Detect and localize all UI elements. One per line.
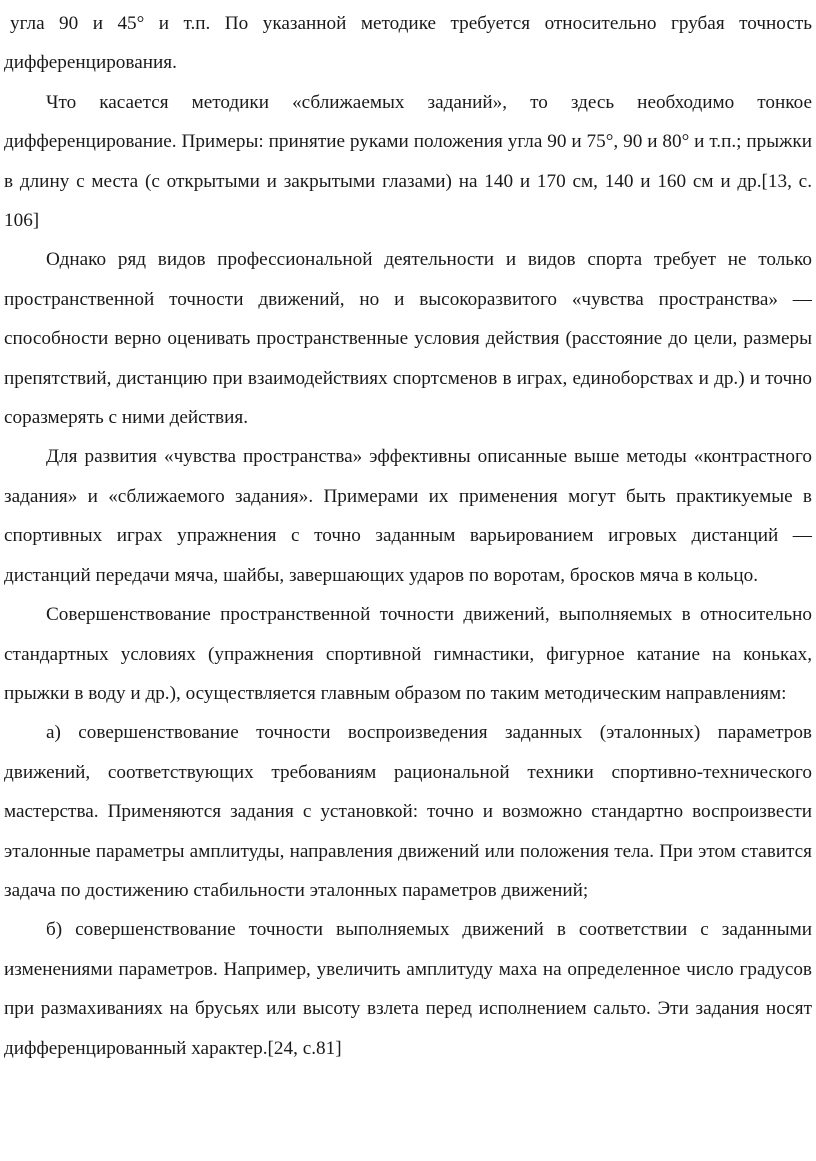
paragraph-development-methods: Для развития «чувства пространства» эффективны описанные выше методы «контрастного задания» и «сближаемого задания». Примерами их применения могут быть практикуемые в спортивных играх упражнения с точно заданным варьированием игровых дистанций — дистанций передачи мяча, шайбы, завершающих ударов по воротам, бросков мяча в кольцо. (4, 446, 812, 586)
paragraph-converging-tasks: Что касается методики «сближаемых заданий», то здесь необходимо тонкое дифференцирование. Примеры: принятие руками положения угла 90 и 75°, 90 и 80° и т.п.; прыжки в длину с места (с открытыми и закрытыми глазами) на 140 и 170 см, 140 и 160 см и др.[13, с. 106] (4, 91, 812, 232)
paragraph-sense-of-space: Однако ряд видов профессиональной деятельности и видов спорта требует не только пространственной точности движений, но и высокоразвитого «чувства пространства» — способности верно оценивать пространственные условия действия (расстояние до цели, размеры препятствий, дистанцию при взаимодействиях спортсменов в играх, единоборствах и др.) и точно соразмерять с ними действия. (4, 249, 812, 429)
paragraph-standard-conditions: Совершенствование пространственной точности движений, выполняемых в относительно стандартных условиях (упражнения спортивной гимнастики, фигурное катание на коньках, прыжки в воду и др.), осуществляется главным образом по таким методическим направлениям: (4, 604, 812, 704)
paragraph-continuation: угла 90 и 45° и т.п. По указанной методике требуется относительно грубая точность дифференцирования. (4, 13, 812, 74)
paragraph-item-a: а) совершенствование точности воспроизведения заданных (эталонных) параметров движений, соответствующих требованиям рациональной техники спортивно-технического мастерства. Применяются задания с установкой: точно и возможно стандартно воспроизвести эталонные параметры амплитуды, направления движений или положения тела. При этом ставится задача по достижению стабильности эталонных параметров движений; (4, 722, 812, 901)
paragraph-item-b: б) совершенствование точности выполняемых движений в соответствии с заданными изменениями параметров. Например, увеличить амплитуду маха на определенное число градусов при размахиваниях на брусьях или высоту взлета перед исполнением сальто. Эти задания носят дифференцированный характер.[24, с.81] (4, 919, 812, 1059)
